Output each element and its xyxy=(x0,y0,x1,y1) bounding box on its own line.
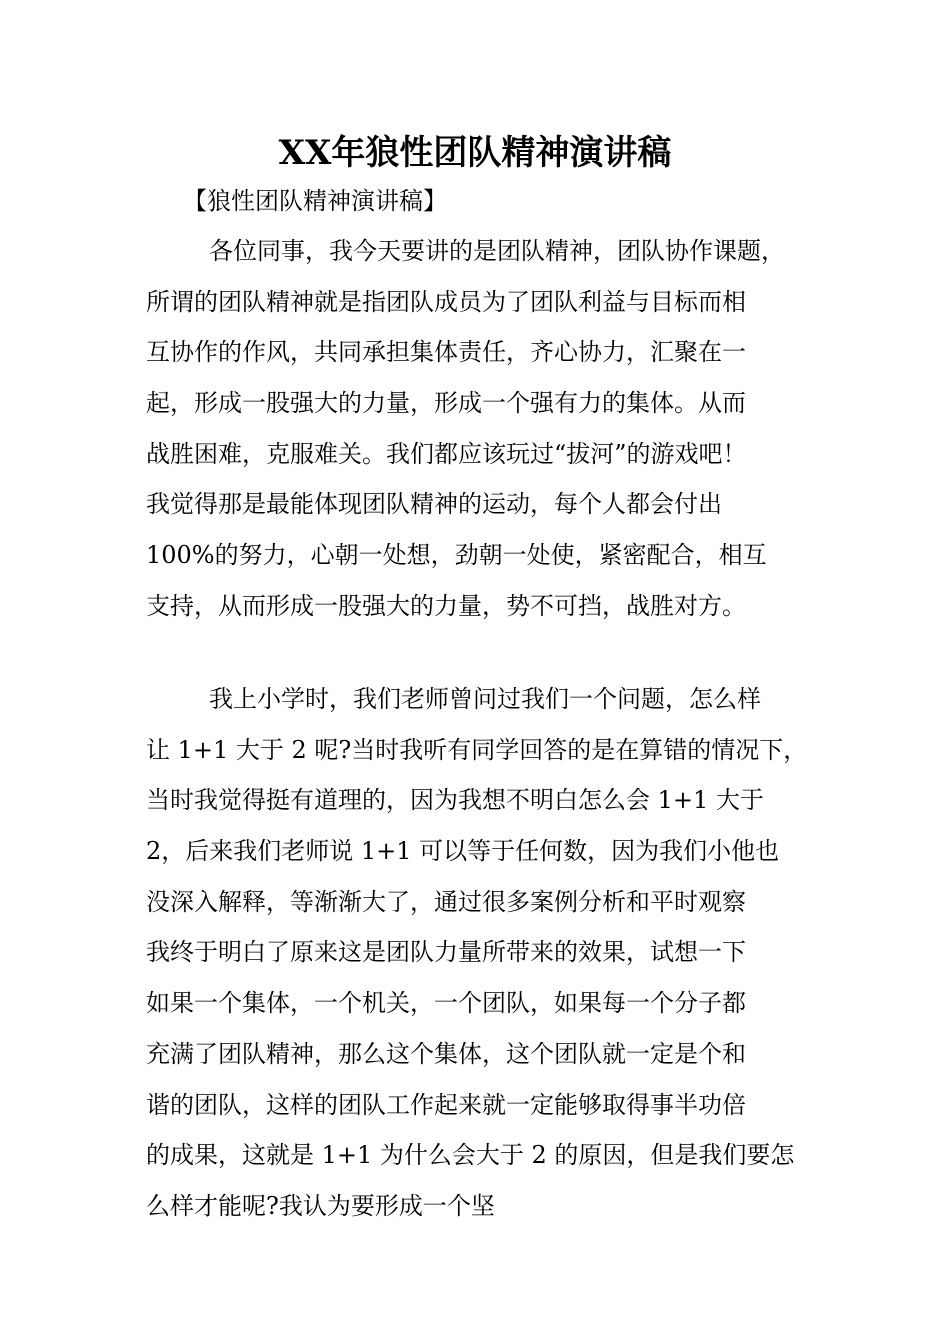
paragraph-line: 我觉得那是最能体现团队精神的运动，每个人都会付出 xyxy=(146,490,722,519)
paragraph-line: 没深入解释，等渐渐大了，通过很多案例分析和平时观察 xyxy=(146,887,746,916)
document-subtitle: 【狼性团队精神演讲稿】 xyxy=(183,187,447,215)
paragraph-line: 所谓的团队精神就是指团队成员为了团队利益与目标而相 xyxy=(146,287,746,316)
paragraph-line: 让 1+1 大于 2 呢?当时我听有同学回答的是在算错的情况下， xyxy=(146,735,808,764)
paragraph-line: 当时我觉得挺有道理的，因为我想不明白怎么会 1+1 大于 xyxy=(146,786,764,815)
paragraph-line: 我终于明白了原来这是团队力量所带来的效果，试想一下 xyxy=(146,938,746,967)
paragraph-line: 2，后来我们老师说 1+1 可以等于任何数，因为我们小他也 xyxy=(146,837,780,866)
paragraph-line: 如果一个集体，一个机关，一个团队，如果每一个分子都 xyxy=(146,989,746,1018)
paragraph-line: 战胜困难，克服难关。我们都应该玩过“拔河”的游戏吧！ xyxy=(146,439,747,468)
paragraph-line: 支持，从而形成一股强大的力量，势不可挡，战胜对方。 xyxy=(146,591,746,620)
paragraph-line: 充满了团队精神，那么这个集体，这个团队就一定是个和 xyxy=(146,1039,746,1068)
paragraph-line: 我上小学时，我们老师曾问过我们一个问题，怎么样 xyxy=(209,685,761,713)
paragraph-1 xyxy=(146,226,836,632)
paragraph-line: 的成果，这就是 1+1 为什么会大于 2 的原因，但是我们要怎 xyxy=(146,1141,795,1170)
paragraph-line: 100%的努力，心朝一处想，劲朝一处使，紧密配合，相互 xyxy=(146,541,767,570)
paragraph-2 xyxy=(146,674,836,1232)
document-title: XX年狼性团队精神演讲稿 xyxy=(278,133,672,173)
paragraph-line: 谐的团队，这样的团队工作起来就一定能够取得事半功倍 xyxy=(146,1090,746,1119)
paragraph-line: 互协作的作风，共同承担集体责任，齐心协力，汇聚在一 xyxy=(146,338,746,367)
paragraph-line: 起，形成一股强大的力量，形成一个强有力的集体。从而 xyxy=(146,389,746,418)
paragraph-line: 么样才能呢?我认为要形成一个坚 xyxy=(146,1191,495,1220)
paragraph-line: 各位同事，我今天要讲的是团队精神，团队协作课题， xyxy=(209,237,785,265)
